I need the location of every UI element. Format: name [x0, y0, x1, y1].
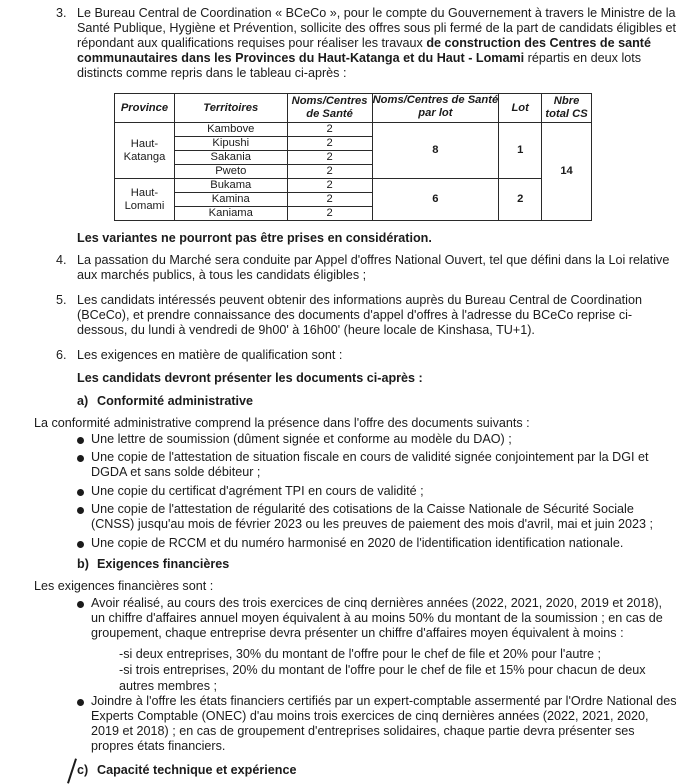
item-3-line: Santé Publique, Hygiène et Prévention, sollicite des offres sous pli fermé de la part de candidats éligibles et — [77, 21, 677, 35]
province-line: Katanga — [123, 150, 166, 163]
sub-item: autres membres ; — [119, 679, 217, 693]
centres-cell: 2 — [287, 193, 372, 207]
item-3-line — [77, 36, 689, 51]
list-item-line: groupement, chaque entreprise devra présenter un chiffre d'affaires moyen équivalent à moins : — [91, 626, 624, 640]
header-province: Province — [115, 94, 175, 123]
list-item-line: un chiffre d'affaires annuel moyen équivalent à au moins 50% du montant de la soumission ; en cas de — [91, 611, 663, 625]
list-item-line: (CNSS) jusqu'au mois de février 2023 ou les preuves de paiement des mois d'avril, mai et juin 2023 ; — [91, 517, 654, 531]
table-row — [115, 123, 592, 137]
list-item-line: Experts Comptable (ONEC) d'au moins trois exercices de cinq dernières années (2022, 2021, 2020, — [91, 709, 649, 723]
item-5-text — [77, 293, 689, 338]
item-3-text-part: répondant aux qualifications requises pour réaliser les travaux — [77, 36, 427, 50]
lots-table — [114, 93, 592, 221]
list-item — [91, 536, 691, 551]
item-6-text: Les exigences en matière de qualification sont : — [77, 348, 343, 362]
territoire-cell: Pweto — [174, 165, 287, 179]
list-item — [91, 450, 691, 480]
territoire-cell: Kaniama — [174, 207, 287, 221]
list-item — [91, 596, 691, 641]
header-line: total CS — [545, 108, 588, 120]
header-centres-par-lot — [372, 94, 499, 123]
bullet-icon — [77, 541, 84, 548]
centres-cell: 2 — [287, 179, 372, 193]
list-item-line: Une copie de RCCM et du numéro harmonisé en 2020 de l'identification identification nationale. — [91, 536, 624, 550]
section-a-title: Conformité administrative — [97, 394, 254, 408]
province-line: Lomami — [124, 199, 165, 212]
pen-stroke-mark — [67, 758, 77, 783]
item-3-line — [77, 51, 689, 66]
item-6-number: 6. — [56, 348, 67, 362]
list-item-line: Une copie de l'attestation de situation fiscale en cours de validité signée conjointement par la DGI et — [91, 450, 649, 464]
territoire-cell: Sakania — [174, 151, 287, 165]
item-3-line: distincts comme repris dans le tableau ci-après : — [77, 66, 347, 80]
bullet-icon — [77, 489, 84, 496]
table-header-row — [115, 94, 592, 123]
bullet-icon — [77, 699, 84, 706]
list-item-line: 2019 et 2018) ; en cas de groupement d'entreprises solidaires, chaque partie devra présenter ses — [91, 724, 635, 738]
item-4-number: 4. — [56, 253, 67, 267]
section-c-label: c) — [77, 763, 89, 777]
header-line: Noms/Centres de Santé — [372, 94, 499, 106]
territoire-cell: Kambove — [174, 123, 287, 137]
centres-cell: 2 — [287, 151, 372, 165]
list-item-line: Joindre à l'offre les états financiers certifiés par un expert-comptable assermenté par l'Ordre National des — [91, 694, 677, 708]
list-item — [91, 694, 691, 754]
section-a-intro: La conformité administrative comprend la présence dans l'offre des documents suivants : — [34, 416, 530, 430]
list-item-line: propres états financiers. — [91, 739, 226, 753]
province-line: Haut- — [130, 186, 159, 199]
list-item — [91, 502, 691, 532]
province-line: Haut- — [130, 137, 159, 150]
header-line: de Santé — [306, 108, 353, 120]
list-item — [91, 484, 691, 499]
territoire-cell: Kipushi — [174, 137, 287, 151]
header-centres — [287, 94, 372, 123]
item-5-line: dessous, du lundi à vendredi de 9h00' à 16h00' (heure locale de Kinshasa, TU+1). — [77, 323, 535, 337]
item-4-text — [77, 253, 689, 283]
sub-item: -si trois entreprises, 20% du montant de l'offre pour le chef de file et 15% pour chacun de deux — [119, 663, 646, 677]
item-3-bold-part: communautaires dans les Provinces du Haut-Katanga et du Haut - Lomami — [77, 51, 525, 65]
item-4-line: aux marchés publics, à tous les candidats éligibles ; — [77, 268, 367, 282]
per-lot-cell: 8 — [372, 123, 499, 179]
variantes-note: Les variantes ne pourront pas être prises en considération. — [77, 231, 432, 245]
lot-cell: 1 — [499, 123, 542, 179]
centres-cell: 2 — [287, 123, 372, 137]
bullet-icon — [77, 507, 84, 514]
bullet-icon — [77, 601, 84, 608]
list-item-line: Une copie de l'attestation de régularité des cotisations de la Caisse Nationale de Sécurité Sociale — [91, 502, 634, 516]
item-5-number: 5. — [56, 293, 67, 307]
province-cell — [115, 179, 175, 221]
list-item — [91, 432, 691, 447]
territoire-cell: Bukama — [174, 179, 287, 193]
list-item-line: Avoir réalisé, au cours des trois exercices de cinq dernières années (2022, 2021, 2020, 2019 et 2018), — [91, 596, 663, 610]
total-cell: 14 — [542, 123, 592, 221]
item-3-line: Le Bureau Central de Coordination « BCeCo », pour le compte du Gouvernement à travers le Ministre de la — [77, 6, 676, 20]
header-lot: Lot — [499, 94, 542, 123]
territoire-cell: Kamina — [174, 193, 287, 207]
item-3-text — [77, 6, 689, 81]
per-lot-cell: 6 — [372, 179, 499, 221]
list-item-line: Une copie du certificat d'agrément TPI en cours de validité ; — [91, 484, 424, 498]
section-b-title: Exigences financières — [97, 557, 230, 571]
bullet-icon — [77, 437, 84, 444]
sub-item: -si deux entreprises, 30% du montant de l'offre pour le chef de file et 20% pour l'autre ; — [119, 647, 602, 661]
table-row — [115, 179, 592, 193]
header-line: par lot — [418, 107, 453, 119]
header-total — [542, 94, 592, 123]
list-item-line: Une lettre de soumission (dûment signée et conforme au modèle du DAO) ; — [91, 432, 512, 446]
section-a-label: a) — [77, 394, 89, 408]
lot-cell: 2 — [499, 179, 542, 221]
centres-cell: 2 — [287, 165, 372, 179]
centres-cell: 2 — [287, 207, 372, 221]
item-4-line: La passation du Marché sera conduite par Appel d'offres National Ouvert, tel que défini dans la Loi relative — [77, 253, 670, 267]
item-5-line: (BCeCo), et prendre connaissance des documents d'appel d'offres à l'adresse du BCeCo reprise ci- — [77, 308, 633, 322]
header-line: Noms/Centres — [291, 95, 368, 107]
item-3-number: 3. — [56, 6, 67, 20]
list-item-line: DGDA et sans solde débiteur ; — [91, 465, 261, 479]
bullet-icon — [77, 455, 84, 462]
section-c-title: Capacité technique et expérience — [97, 763, 297, 777]
province-cell — [115, 123, 175, 179]
section-b-label: b) — [77, 557, 89, 571]
centres-cell: 2 — [287, 137, 372, 151]
item-3-bold-part: de construction des Centres de santé — [426, 36, 651, 50]
section-b-intro: Les exigences financières sont : — [34, 579, 214, 593]
item-5-line: Les candidats intéressés peuvent obtenir des informations auprès du Bureau Central de Coordination — [77, 293, 642, 307]
item-6-subtitle: Les candidats devront présenter les documents ci-après : — [77, 371, 423, 385]
header-line: Nbre — [553, 95, 580, 107]
item-3-text-part: répartis en deux lots — [524, 51, 642, 65]
header-territoires: Territoires — [174, 94, 287, 123]
